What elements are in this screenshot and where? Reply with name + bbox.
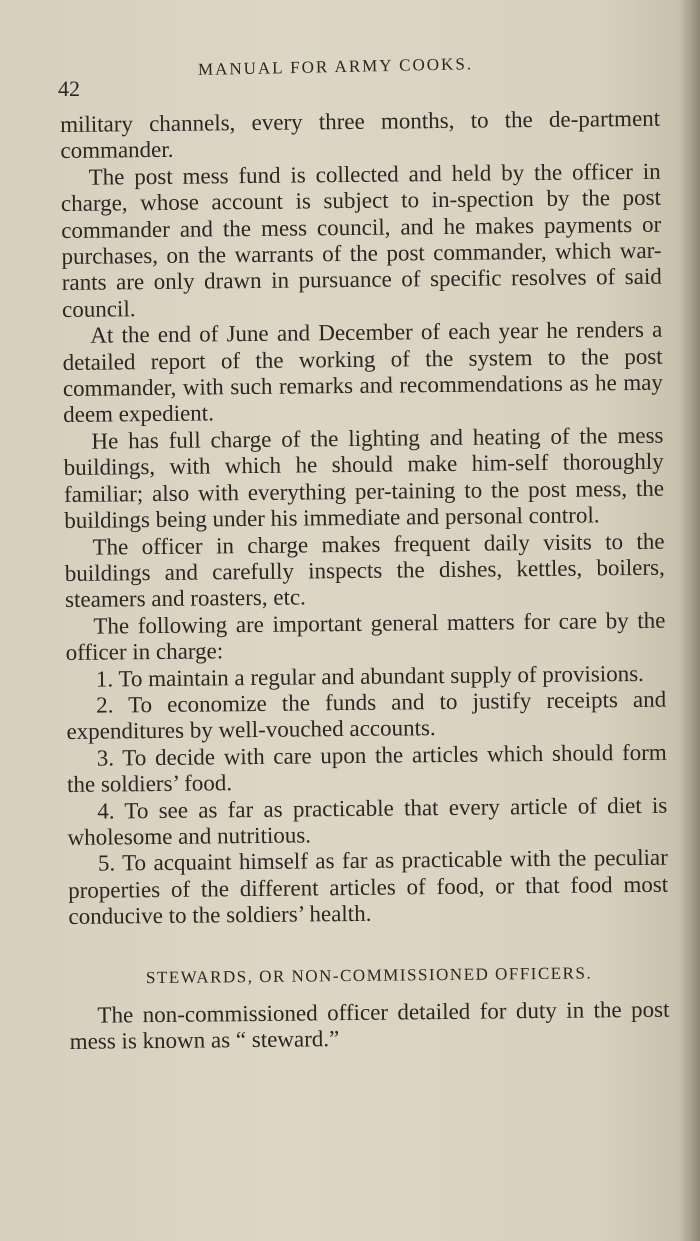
list-item-5: 5. To acquaint himself as far as practicable with the peculiar properties of the different articles of food, or that food most conducive to the soldiers’ health.	[68, 845, 669, 930]
paragraph-lighting-heating: He has full charge of the lighting and heating of the mess buildings, with which he should make him-self thoroughly familiar; also with everything per-taining to the post mess, the buildings being under his immediate and personal control.	[63, 422, 665, 534]
paragraph-steward: The non-commissioned officer detailed for duty in the post mess is known as “ steward.”	[69, 996, 670, 1054]
paragraph-mess-fund: The post mess fund is collected and held by the officer in charge, whose account is subject to in-spection by the post commander and the mess council, and he makes payments or purchases, on the warrants of the post commander, which war-rants are only drawn in pursuance of specific resolves of said council.	[60, 158, 662, 322]
page-number: 42	[58, 76, 80, 101]
body-text	[60, 106, 670, 1056]
section-heading: STEWARDS, OR NON-COMMISSIONED OFFICERS.	[145, 963, 593, 987]
list-item-2: 2. To economize the funds and to justify receipts and expenditures by well-vouched accounts.	[66, 686, 667, 745]
paragraph-report: At the end of June and December of each year he renders a detailed report of the working of the system to the post commander, with such remarks and recommendations as he may deem expedient.	[62, 316, 663, 428]
running-title: MANUAL FOR ARMY COOKS.	[197, 54, 474, 79]
page-header	[58, 54, 670, 101]
list-item-3: 3. To decide with care upon the articles which should form the soldiers’ food.	[66, 739, 667, 798]
paragraph-general-matters: The following are important general matters for care by the officer in charge:	[65, 607, 666, 666]
paragraph-continuation: military channels, every three months, to the de-partment commander.	[60, 105, 661, 164]
list-item-1: 1. To maintain a regular and abundant supply of provisions.	[95, 660, 644, 692]
list-item-4: 4. To see as far as practicable that every article of diet is wholesome and nutritious.	[67, 792, 668, 850]
paragraph-inspections: The officer in charge makes frequent daily visits to the buildings and carefully inspects the dishes, kettles, boilers, steamers and roasters, etc.	[64, 528, 665, 613]
